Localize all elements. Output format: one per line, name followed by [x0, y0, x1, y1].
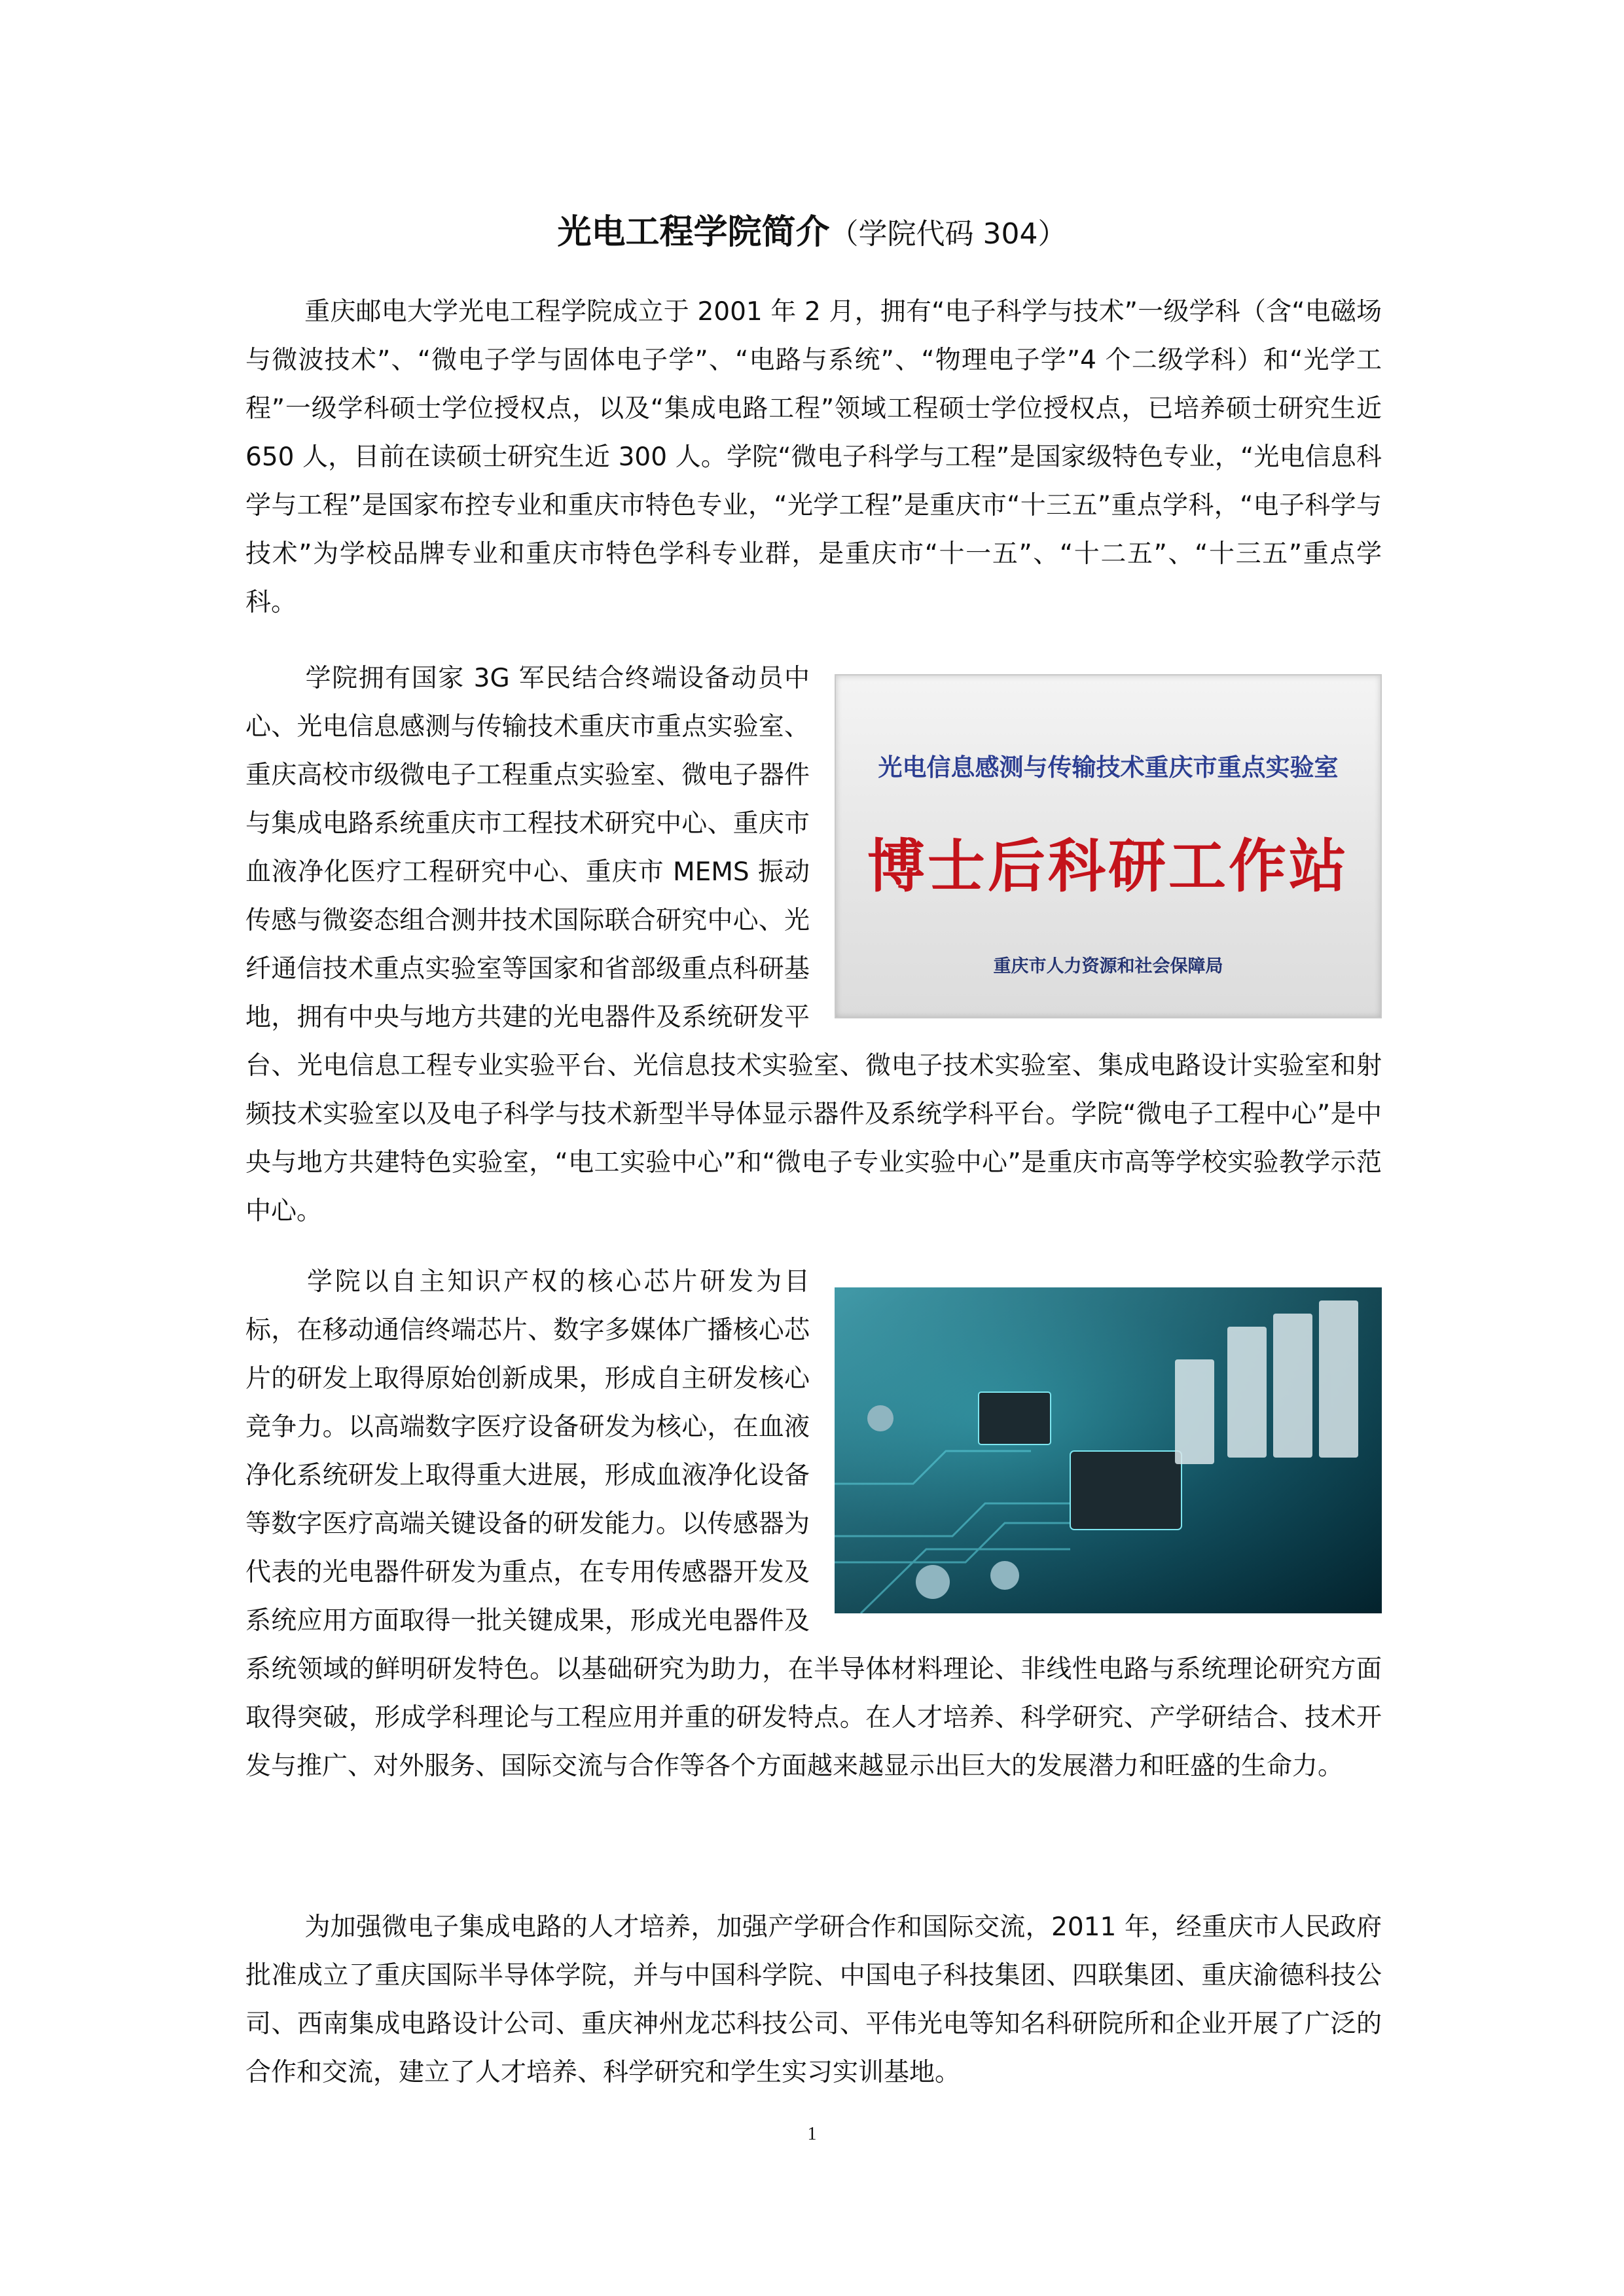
paragraph-1	[245, 288, 1382, 627]
postdoc-plaque-image	[835, 674, 1382, 1018]
plaque-line-2: 博士后科研工作站	[867, 832, 1349, 900]
circuit-board-icon	[835, 1287, 1382, 1613]
paragraph-2-block	[245, 655, 1382, 1236]
paragraph-2-text: 学院拥有国家 3G 军民结合终端设备动员中心、光电信息感测与传输技术重庆市重点实验室、重庆高校市级微电子工程重点实验室、微电子器件与集成电路系统重庆市工程技术研究中心、重庆市血液净化医疗工程研究中心、重庆市 MEMS 振动传感与微姿态组合测井技术国际联合研究中心、光纤通信技术重点实验室等国家和省部级重点科研基地，拥有中央与地方共建的光电器件及系统研发平台、光电信息工程专业实验平台、光信息技术实验室、微电子技术实验室、集成电路设计实验室和射频技术实验室以及电子科学与技术新型半导体显示器件及系统学科平台。学院“微电子工程中心”是中央与地方共建特色实验室，“电工实验中心”和“微电子专业实验中心”是重庆市高等学校实验教学示范中心。	[245, 664, 1382, 1226]
page-number: 1	[807, 2124, 817, 2144]
paragraph-3-block	[245, 1258, 1382, 1791]
paragraph-4	[245, 1903, 1382, 2097]
paragraph-4-text: 为加强微电子集成电路的人才培养，加强产学研合作和国际交流，2011 年，经重庆市人民政府批准成立了重庆国际半导体学院，并与中国科学院、中国电子科技集团、四联集团、重庆渝德科技公司、西南集成电路设计公司、重庆神州龙芯科技公司、平伟光电等知名科研院所和企业开展了广泛的合作和交流，建立了人才培养、科学研究和学生实习实训基地。	[245, 1912, 1382, 2087]
plaque-line-1: 光电信息感测与传输技术重庆市重点实验室	[878, 753, 1339, 781]
circuit-board-photo	[835, 1287, 1382, 1613]
title-sub: （学院代码 304）	[829, 217, 1067, 251]
title-main: 光电工程学院简介	[557, 213, 830, 252]
plaque-line-3: 重庆市人力资源和社会保障局	[993, 956, 1223, 977]
page-title	[0, 208, 1624, 259]
paragraph-3-text: 学院以自主知识产权的核心芯片研发为目标，在移动通信终端芯片、数字多媒体广播核心芯片的研发上取得原始创新成果，形成自主研发核心竞争力。以高端数字医疗设备研发为核心，在血液净化系统研发上取得重大进展，形成血液净化设备等数字医疗高端关键设备的研发能力。以传感器为代表的光电器件研发为重点，在专用传感器开发及系统应用方面取得一批关键成果，形成光电器件及系统领域的鲜明研发特色。以基础研究为助力，在半导体材料理论、非线性电路与系统理论研究方面取得突破，形成学科理论与工程应用并重的研发特点。在人才培养、科学研究、产学研结合、技术开发与推广、对外服务、国际交流与合作等各个方面越来越显示出巨大的发展潜力和旺盛的生命力。	[245, 1267, 1382, 1781]
paragraph-1-text: 重庆邮电大学光电工程学院成立于 2001 年 2 月，拥有“电子科学与技术”一级学科（含“电磁场与微波技术”、“微电子学与固体电子学”、“电路与系统”、“物理电子学”4 个二级学科）和“光学工程”一级学科硕士学位授权点，以及“集成电路工程”领域工程硕士学位授权点，已培养硕士研究生近 650 人，目前在读硕士研究生近 300 人。学院“微电子科学与工程”是国家级特色专业，“光电信息科学与工程”是国家布控专业和重庆市特色专业，“光学工程”是重庆市“十三五”重点学科，“电子科学与技术”为学校品牌专业和重庆市特色学科专业群，是重庆市“十一五”、“十二五”、“十三五”重点学科。	[245, 297, 1382, 617]
